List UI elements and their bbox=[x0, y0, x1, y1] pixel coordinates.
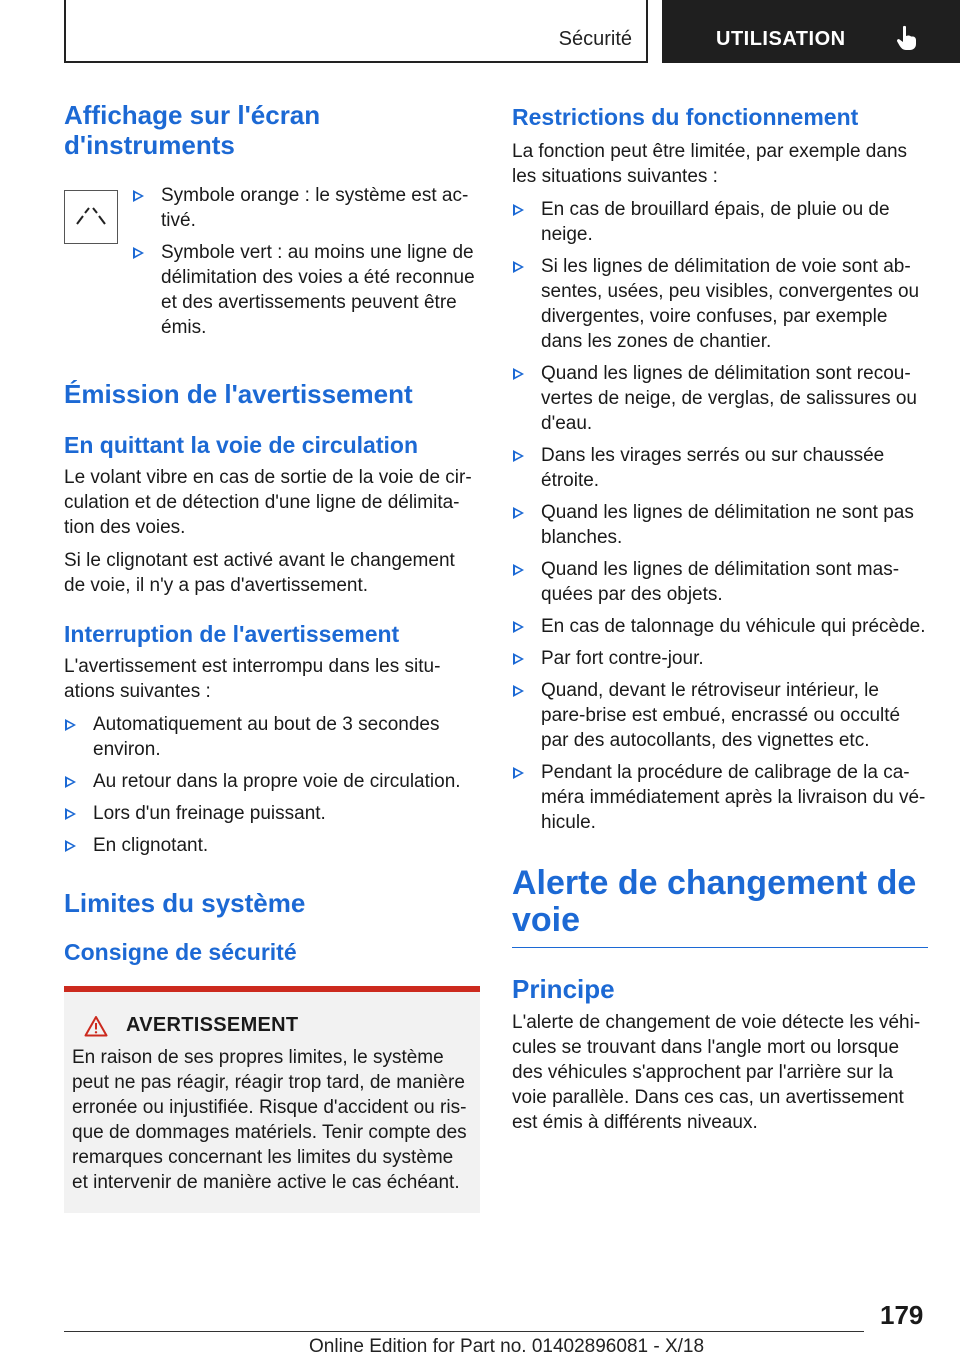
triangle-bullet-icon bbox=[513, 368, 524, 380]
list-item: En cas de talonnage du véhicule qui précède. bbox=[512, 614, 928, 639]
triangle-bullet-icon bbox=[513, 204, 524, 216]
system-limits-heading: Limites du système bbox=[64, 888, 306, 918]
triangle-bullet-icon bbox=[65, 840, 76, 852]
warning-title: AVERTISSEMENT bbox=[126, 1014, 299, 1036]
triangle-bullet-icon bbox=[513, 261, 524, 273]
chapter-tab bbox=[662, 0, 960, 63]
display-heading: Affichage sur l'écran d'instruments bbox=[64, 100, 321, 160]
principle-text: L'alerte de changement de voie détecte les véhi-cules se trouvant dans l'angle mort ou lorsque des véhicules s'approchent par l'arrière sur la voie parallèle. Dans ces cas, un avertissement est émis à différents niveaux. bbox=[512, 1012, 921, 1133]
symbol-legend bbox=[64, 183, 480, 347]
warning-box bbox=[64, 986, 480, 1213]
triangle-bullet-icon bbox=[513, 450, 524, 462]
restrictions-heading: Restrictions du fonctionnement bbox=[512, 104, 859, 130]
triangle-bullet-icon bbox=[133, 190, 144, 202]
list-item: Quand les lignes de délimitation sont recou-vertes de neige, de verglas, de salissures ou d'eau. bbox=[512, 361, 928, 436]
safety-note-heading: Consigne de sécurité bbox=[64, 939, 297, 965]
interruption-intro: L'avertissement est interrompu dans les situ-ations suivantes : bbox=[64, 656, 441, 702]
triangle-bullet-icon bbox=[513, 507, 524, 519]
restrictions-intro: La fonction peut être limitée, par exemple dans les situations suivantes : bbox=[512, 141, 908, 187]
triangle-bullet-icon bbox=[65, 808, 76, 820]
warning-text: En raison de ses propres limites, le système peut ne pas réagir, réagir trop tard, de manière erronée ou injustifiée. Risque d'accident ou ris-que de dommages matériels. Tenir compte des remarques concernant les limites du système et intervenir de manière active le cas échéant. bbox=[72, 1047, 467, 1193]
list-item: Quand les lignes de délimitation sont mas-quées par des objets. bbox=[512, 557, 928, 607]
symbol-list bbox=[132, 183, 480, 347]
triangle-bullet-icon bbox=[65, 776, 76, 788]
lane-change-warning-heading: Alerte de changement de voie bbox=[512, 864, 917, 939]
section-title: Sécurité bbox=[558, 28, 632, 50]
list-item: Au retour dans la propre voie de circulation. bbox=[64, 769, 480, 794]
lane-departure-icon bbox=[64, 190, 118, 244]
list-item: Quand les lignes de délimitation ne sont pas blanches. bbox=[512, 500, 928, 550]
warning-triangle-icon bbox=[84, 1015, 108, 1037]
leaving-lane-text: Le volant vibre en cas de sortie de la voie de cir-culation et de détection d'une ligne de délimita-tion des voies. bbox=[64, 467, 472, 538]
list-item: Quand, devant le rétroviseur intérieur, le pare-brise est embué, encrassé ou occulté par des autocollants, des vignettes etc. bbox=[512, 678, 928, 753]
blinker-text: Si le clignotant est activé avant le changement de voie, il n'y a pas d'avertissement. bbox=[64, 550, 455, 596]
right-column bbox=[512, 100, 928, 1135]
pointing-hand-icon bbox=[896, 25, 918, 51]
triangle-bullet-icon bbox=[513, 621, 524, 633]
warning-header bbox=[72, 1014, 472, 1037]
list-item: Lors d'un freinage puissant. bbox=[64, 801, 480, 826]
page-number: 179 bbox=[880, 1300, 924, 1330]
list-item: Dans les virages serrés ou sur chaussée étroite. bbox=[512, 443, 928, 493]
triangle-bullet-icon bbox=[513, 767, 524, 779]
edition-note: Online Edition for Part no. 01402896081 - X/18 bbox=[309, 1336, 705, 1357]
triangle-bullet-icon bbox=[513, 685, 524, 697]
triangle-bullet-icon bbox=[513, 653, 524, 665]
list-item: En clignotant. bbox=[64, 833, 480, 858]
chapter-title: UTILISATION bbox=[716, 28, 846, 50]
triangle-bullet-icon bbox=[513, 564, 524, 576]
list-item: Pendant la procédure de calibrage de la ca-méra immédiatement après la livraison du vé-hicule. bbox=[512, 760, 928, 835]
list-item: Symbole orange : le système est ac-tivé. bbox=[132, 183, 480, 233]
footer-divider bbox=[64, 1331, 864, 1332]
section-tab bbox=[64, 0, 648, 63]
list-item: Par fort contre-jour. bbox=[512, 646, 928, 671]
principle-heading: Principe bbox=[512, 974, 615, 1004]
list-item: Automatiquement au bout de 3 secondes environ. bbox=[64, 712, 480, 762]
triangle-bullet-icon bbox=[133, 247, 144, 259]
list-item: Symbole vert : au moins une ligne de délimitation des voies a été reconnue et des avertissements peuvent être émis. bbox=[132, 240, 480, 340]
interruption-heading: Interruption de l'avertissement bbox=[64, 621, 400, 647]
interruption-list bbox=[64, 712, 480, 858]
heading-divider bbox=[512, 947, 928, 948]
left-column bbox=[64, 100, 480, 1213]
warning-emission-heading: Émission de l'avertissement bbox=[64, 379, 413, 409]
lane-lines-icon bbox=[65, 191, 117, 243]
restrictions-list bbox=[512, 197, 928, 835]
triangle-bullet-icon bbox=[65, 719, 76, 731]
leaving-lane-heading: En quittant la voie de circulation bbox=[64, 432, 418, 458]
list-item: Si les lignes de délimitation de voie sont ab-sentes, usées, peu visibles, convergentes ou divergentes, voire confuses, par exemple dans les zones de chantier. bbox=[512, 254, 928, 354]
list-item: En cas de brouillard épais, de pluie ou de neige. bbox=[512, 197, 928, 247]
